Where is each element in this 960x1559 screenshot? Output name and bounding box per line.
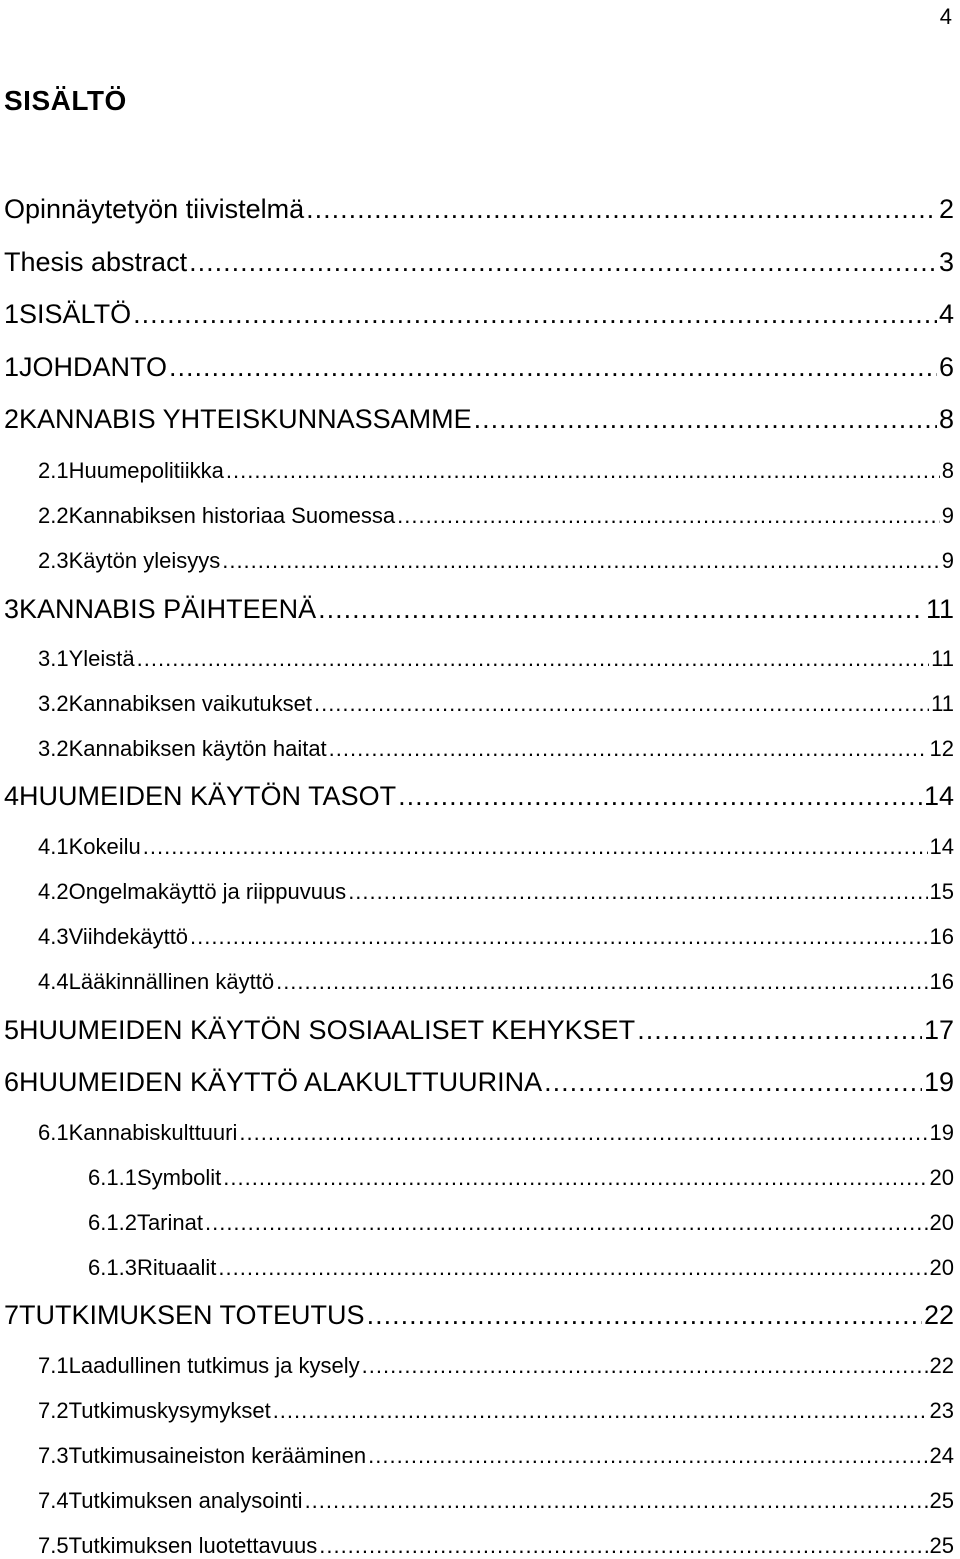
toc-entry-page: 22 <box>929 1353 954 1378</box>
toc-entry[interactable] <box>38 648 954 670</box>
toc-entry-number: 4.3 <box>38 924 69 949</box>
toc-leader-dots <box>273 1400 928 1422</box>
toc-leader-dots <box>362 1355 928 1377</box>
toc-entry[interactable] <box>4 1302 954 1329</box>
toc-entry-page: 9 <box>941 503 954 528</box>
toc-leader-dots <box>398 783 922 810</box>
toc-entry-label: Thesis abstract <box>4 247 188 277</box>
toc-entry-label: Rituaalit <box>136 1255 217 1280</box>
toc-entry-number: 7.5 <box>38 1533 69 1558</box>
toc-entry[interactable] <box>88 1212 954 1234</box>
toc-entry-page: 20 <box>929 1210 954 1235</box>
toc-entry-label: Tutkimuskysymykset <box>68 1398 271 1423</box>
toc-entry[interactable] <box>38 836 954 858</box>
toc-entry[interactable] <box>4 196 954 223</box>
toc-leader-dots <box>189 249 937 276</box>
toc-entry-label: Viihdekäyttö <box>68 924 189 949</box>
toc-entry[interactable] <box>38 926 954 948</box>
toc-entry-label: Kannabiksen käytön haitat <box>68 736 327 761</box>
toc-entry[interactable] <box>38 505 954 527</box>
toc-entry-page: 25 <box>929 1533 954 1558</box>
page-number: 4 <box>939 4 952 29</box>
toc-entry-page: 8 <box>941 458 954 483</box>
toc-entry-number: 2.1 <box>38 458 69 483</box>
toc-leader-dots <box>222 550 940 572</box>
toc-entry-page: 16 <box>929 924 954 949</box>
toc-leader-dots <box>329 738 928 760</box>
toc-leader-dots <box>143 836 928 858</box>
toc-leader-dots <box>276 971 927 993</box>
toc-entry-number: 7.2 <box>38 1398 69 1423</box>
toc-leader-dots <box>190 926 927 948</box>
toc-entry-label: HUUMEIDEN KÄYTÖN TASOT <box>19 781 397 811</box>
toc-entry-label: Käytön yleisyys <box>68 548 221 573</box>
toc-entry-label: TUTKIMUKSEN TOTEUTUS <box>19 1300 365 1330</box>
toc-entry[interactable] <box>88 1257 954 1279</box>
toc-leader-dots <box>205 1212 928 1234</box>
toc-leader-dots <box>368 1445 927 1467</box>
toc-entry-number: 3.2 <box>38 736 69 761</box>
toc-entry-page: 20 <box>929 1255 954 1280</box>
toc-entry-number: 6.1.1 <box>88 1165 137 1190</box>
toc-leader-dots <box>169 354 937 381</box>
toc-entry-number: 7.3 <box>38 1443 69 1468</box>
toc-entry[interactable] <box>38 1490 954 1512</box>
toc-entry-number: 4.4 <box>38 969 69 994</box>
toc-entry-label: Opinnäytetyön tiivistelmä <box>4 194 305 224</box>
toc-entry-label: Kannabiksen historiaa Suomessa <box>68 503 396 528</box>
toc-entry-label: KANNABIS PÄIHTEENÄ <box>19 594 317 624</box>
toc-entry-label: HUUMEIDEN KÄYTÖN SOSIAALISET KEHYKSET <box>19 1015 636 1045</box>
toc-entry-page: 3 <box>938 247 954 277</box>
toc-entry[interactable] <box>4 406 954 433</box>
toc-entry-number: 3.2 <box>38 691 69 716</box>
toc-entry-label: Tutkimuksen analysointi <box>68 1488 303 1513</box>
toc-entry-page: 11 <box>931 646 954 671</box>
toc-leader-dots <box>133 301 937 328</box>
toc-entry-page: 15 <box>929 879 954 904</box>
toc-entry[interactable] <box>38 460 954 482</box>
toc-leader-dots <box>306 196 937 223</box>
toc-entry-page: 12 <box>929 736 954 761</box>
toc-entry-number: 1 <box>4 299 20 329</box>
toc-entry-label: Ongelmakäyttö ja riippuvuus <box>68 879 347 904</box>
toc-entry-page: 4 <box>938 299 954 329</box>
toc-entry-page: 25 <box>929 1488 954 1513</box>
toc-entry-number: 6.1.2 <box>88 1210 137 1235</box>
toc-entry-page: 8 <box>938 404 954 434</box>
toc-entry-page: 9 <box>941 548 954 573</box>
toc-entry[interactable] <box>4 783 954 810</box>
toc-entry[interactable] <box>38 1400 954 1422</box>
toc-entry-number: 7.4 <box>38 1488 69 1513</box>
toc-entry[interactable] <box>38 1355 954 1377</box>
toc-entry[interactable] <box>4 596 954 623</box>
toc-entry-label: HUUMEIDEN KÄYTTÖ ALAKULTTUURINA <box>19 1067 543 1097</box>
toc-entry-label: JOHDANTO <box>19 352 168 382</box>
toc-title: SISÄLTÖ <box>4 85 127 116</box>
toc-entry-page: 20 <box>929 1165 954 1190</box>
toc-leader-dots <box>223 1167 927 1189</box>
toc-entry-label: Lääkinnällinen käyttö <box>68 969 275 994</box>
toc-leader-dots <box>348 881 927 903</box>
toc-entry[interactable] <box>88 1167 954 1189</box>
toc-entry-number: 6 <box>4 1067 20 1097</box>
toc-entry-label: Yleistä <box>68 646 135 671</box>
toc-entry-number: 4 <box>4 781 20 811</box>
toc-entry[interactable] <box>38 693 954 715</box>
toc-leader-dots <box>637 1017 922 1044</box>
toc-entry-page: 14 <box>929 834 954 859</box>
toc-entry[interactable] <box>38 1122 954 1144</box>
toc-entry-number: 7.1 <box>38 1353 69 1378</box>
toc-leader-dots <box>218 1257 927 1279</box>
toc-leader-dots <box>367 1302 922 1329</box>
toc-entry-page: 6 <box>938 352 954 382</box>
toc-leader-dots <box>226 460 940 482</box>
toc-entry-label: Huumepolitiikka <box>68 458 224 483</box>
toc-entry-number: 3.1 <box>38 646 69 671</box>
toc-entry[interactable] <box>4 301 954 328</box>
toc-entry[interactable] <box>38 1535 954 1557</box>
toc-entry[interactable] <box>4 1069 954 1096</box>
toc-entry-page: 11 <box>925 594 954 624</box>
toc-entry-number: 5 <box>4 1015 20 1045</box>
toc-entry[interactable] <box>4 354 954 381</box>
toc-entry-page: 22 <box>923 1300 954 1330</box>
toc-entry-page: 17 <box>923 1015 954 1045</box>
toc-entry-label: Symbolit <box>136 1165 222 1190</box>
toc-leader-dots <box>319 1535 927 1557</box>
toc-leader-dots <box>397 505 940 527</box>
toc-entry[interactable] <box>38 971 954 993</box>
toc-entry-label: SISÄLTÖ <box>19 299 132 329</box>
toc-entry[interactable] <box>38 881 954 903</box>
toc-leader-dots <box>474 406 937 433</box>
toc-entry-page: 23 <box>929 1398 954 1423</box>
toc-entry-number: 2.3 <box>38 548 69 573</box>
toc-entry-number: 4.1 <box>38 834 69 859</box>
toc-entry-page: 19 <box>923 1067 954 1097</box>
toc-entry[interactable] <box>4 1017 954 1044</box>
toc-entry-label: Kannabiskulttuuri <box>68 1120 238 1145</box>
toc-entry[interactable] <box>38 550 954 572</box>
toc-entry-label: Tarinat <box>136 1210 203 1235</box>
toc-leader-dots <box>137 648 930 670</box>
toc-entry[interactable] <box>38 1445 954 1467</box>
toc-entry-label: Laadullinen tutkimus ja kysely <box>68 1353 360 1378</box>
toc-entry-label: Tutkimuksen luotettavuus <box>68 1533 318 1558</box>
toc-leader-dots <box>305 1490 928 1512</box>
toc-leader-dots <box>239 1122 927 1144</box>
toc-leader-dots <box>314 693 929 715</box>
toc-entry-number: 6.1 <box>38 1120 69 1145</box>
toc-entry-number: 4.2 <box>38 879 69 904</box>
toc-entry[interactable] <box>38 738 954 760</box>
toc-entry-page: 16 <box>929 969 954 994</box>
toc-leader-dots <box>544 1069 922 1096</box>
toc-entry-page: 24 <box>929 1443 954 1468</box>
toc-entry-page: 11 <box>931 691 954 716</box>
toc-entry[interactable] <box>4 249 954 276</box>
toc-entry-label: Kokeilu <box>68 834 141 859</box>
toc-entry-number: 1 <box>4 352 20 382</box>
toc-leader-dots <box>318 596 924 623</box>
toc-entry-number: 3 <box>4 594 20 624</box>
toc-entry-number: 7 <box>4 1300 20 1330</box>
toc-entry-page: 2 <box>938 194 954 224</box>
toc-entry-label: Kannabiksen vaikutukset <box>68 691 312 716</box>
toc-entry-label: KANNABIS YHTEISKUNNASSAMME <box>19 404 472 434</box>
toc-entry-label: Tutkimusaineiston kerääminen <box>68 1443 367 1468</box>
toc-entry-page: 19 <box>929 1120 954 1145</box>
toc-entry-number: 2 <box>4 404 20 434</box>
toc-entry-number: 2.2 <box>38 503 69 528</box>
toc-entry-page: 14 <box>923 781 954 811</box>
toc-entry-number: 6.1.3 <box>88 1255 137 1280</box>
